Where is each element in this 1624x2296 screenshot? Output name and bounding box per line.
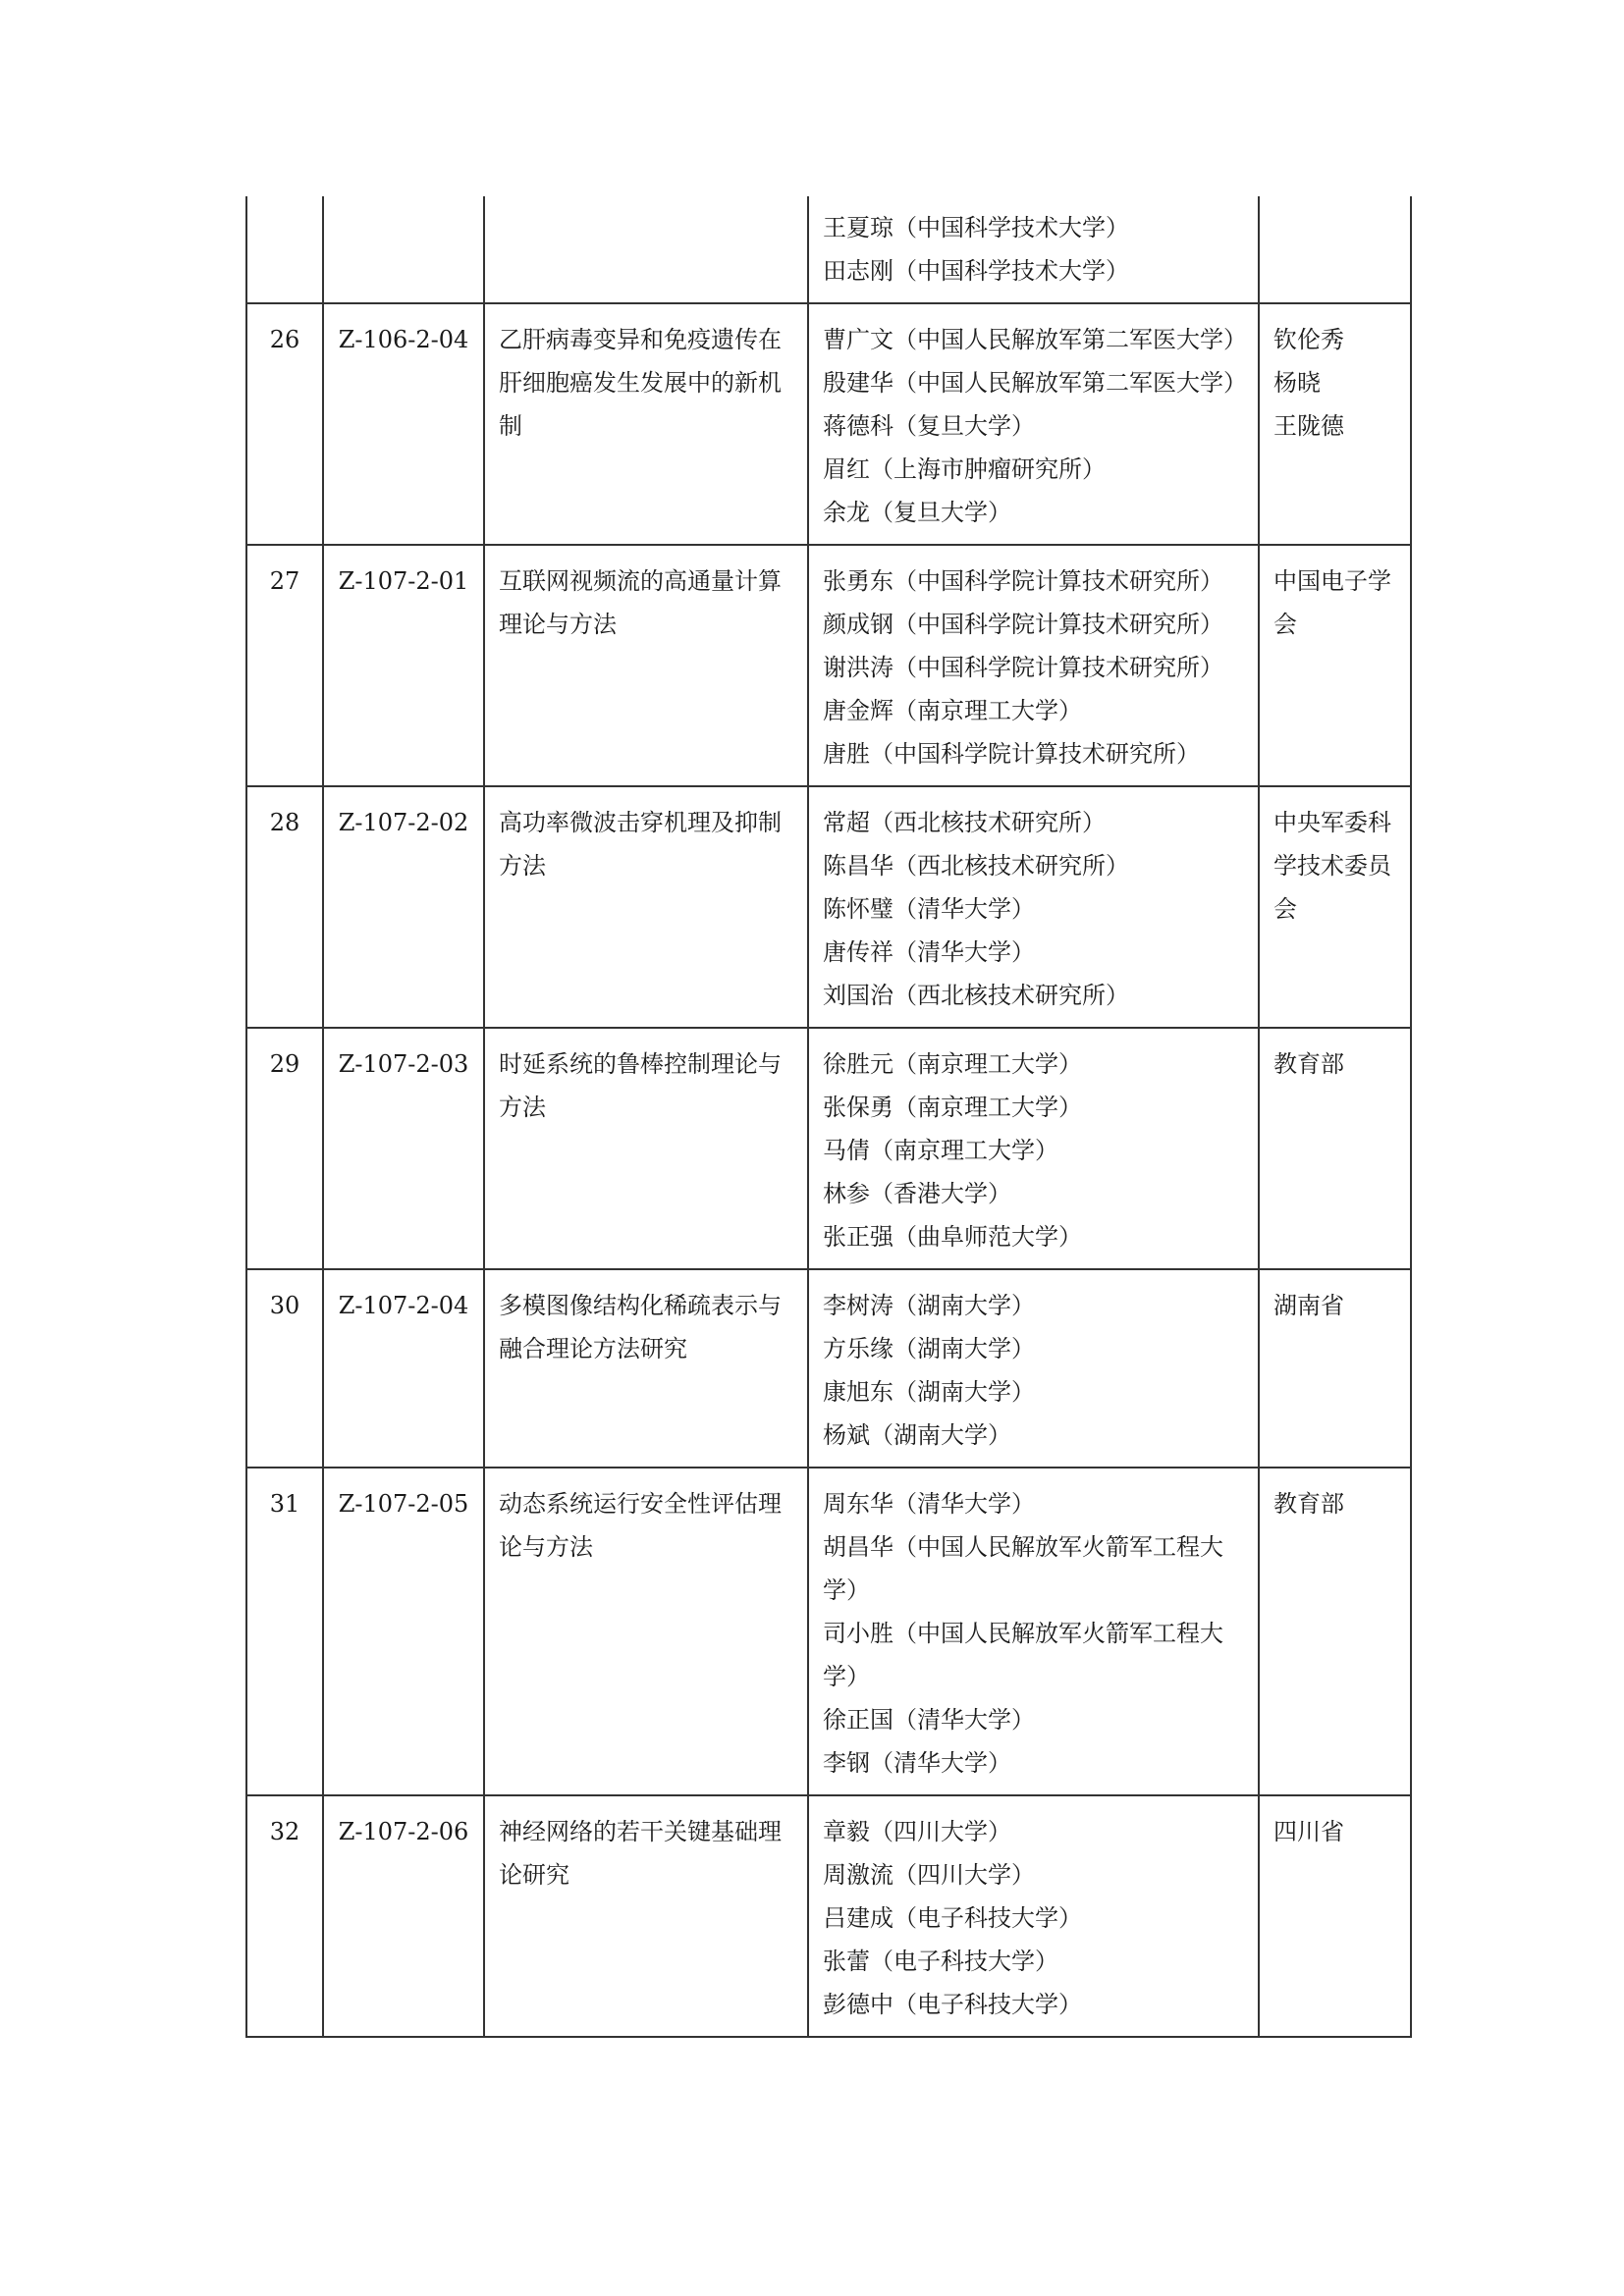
author-line: 林参（香港大学） [823, 1180, 1011, 1207]
table-row [246, 786, 1411, 1028]
cell-no: 31 [246, 1468, 323, 1795]
cell-authors [808, 1269, 1259, 1468]
author-line: 方乐缘（湖南大学） [823, 1335, 1035, 1362]
cell-nominator [1259, 1468, 1411, 1795]
author-line: 刘国治（西北核技术研究所） [823, 982, 1129, 1009]
table-row-continuation [246, 196, 1411, 303]
author-line: 张蕾（电子科技大学） [823, 1948, 1058, 1975]
author-line: 章毅（四川大学） [823, 1818, 1011, 1845]
cell-title [484, 545, 808, 786]
author-line: 周东华（清华大学） [823, 1490, 1035, 1518]
author-line: 马倩（南京理工大学） [823, 1137, 1058, 1164]
cell-title [484, 786, 808, 1028]
author-line: 余龙（复旦大学） [823, 499, 1011, 526]
author-line: 李树涛（湖南大学） [823, 1292, 1035, 1319]
author-line: 杨斌（湖南大学） [823, 1421, 1011, 1449]
cell-no [246, 196, 323, 303]
author-line: 殷建华（中国人民解放军第二军医大学） [823, 369, 1247, 397]
cell-code: Z-107-2-05 [323, 1468, 484, 1795]
cell-nominator [1259, 545, 1411, 786]
cell-title [484, 1468, 808, 1795]
cell-code: Z-107-2-03 [323, 1028, 484, 1269]
nominator-line: 中央军委科学技术委员会 [1273, 809, 1391, 923]
nominator-line: 教育部 [1273, 1050, 1344, 1078]
cell-authors [808, 196, 1259, 303]
cell-title [484, 1269, 808, 1468]
nominator-line: 杨晓 [1273, 369, 1321, 397]
cell-authors [808, 1468, 1259, 1795]
project-title: 多模图像结构化稀疏表示与融合理论方法研究 [499, 1292, 782, 1362]
author-line: 张保勇（南京理工大学） [823, 1094, 1082, 1121]
author-line: 司小胜（中国人民解放军火箭军工程大学） [823, 1620, 1223, 1690]
author-line: 周激流（四川大学） [823, 1861, 1035, 1889]
nominator-line: 教育部 [1273, 1490, 1344, 1518]
cell-no: 26 [246, 303, 323, 545]
table-body [246, 196, 1411, 2037]
nominator-line: 四川省 [1273, 1818, 1344, 1845]
cell-authors [808, 1028, 1259, 1269]
author-line: 唐金辉（南京理工大学） [823, 697, 1082, 724]
cell-no: 27 [246, 545, 323, 786]
cell-code: Z-107-2-06 [323, 1795, 484, 2037]
cell-code [323, 196, 484, 303]
author-line: 颜成钢（中国科学院计算技术研究所） [823, 611, 1223, 638]
author-line: 唐胜（中国科学院计算技术研究所） [823, 740, 1200, 768]
cell-no: 30 [246, 1269, 323, 1468]
author-line: 蒋德科（复旦大学） [823, 412, 1035, 440]
cell-title [484, 196, 808, 303]
author-line: 常超（西北核技术研究所） [823, 809, 1106, 836]
cell-no: 29 [246, 1028, 323, 1269]
nominator-line: 湖南省 [1273, 1292, 1344, 1319]
cell-authors [808, 1795, 1259, 2037]
cell-authors [808, 786, 1259, 1028]
cell-title [484, 1028, 808, 1269]
table-row [246, 1269, 1411, 1468]
table-row [246, 303, 1411, 545]
author-line: 唐传祥（清华大学） [823, 938, 1035, 966]
cell-nominator [1259, 786, 1411, 1028]
cell-title [484, 303, 808, 545]
nominator-line: 钦伦秀 [1273, 326, 1344, 353]
author-line: 徐胜元（南京理工大学） [823, 1050, 1082, 1078]
author-line: 田志刚（中国科学技术大学） [823, 257, 1129, 285]
cell-code: Z-107-2-02 [323, 786, 484, 1028]
cell-authors [808, 303, 1259, 545]
author-line: 康旭东（湖南大学） [823, 1378, 1035, 1406]
author-line: 李钢（清华大学） [823, 1749, 1011, 1777]
cell-authors [808, 545, 1259, 786]
author-line: 眉红（上海市肿瘤研究所） [823, 455, 1106, 483]
author-line: 彭德中（电子科技大学） [823, 1991, 1082, 2018]
award-table [245, 196, 1412, 2038]
cell-nominator [1259, 1795, 1411, 2037]
author-line: 张勇东（中国科学院计算技术研究所） [823, 567, 1223, 595]
table-row [246, 1028, 1411, 1269]
cell-nominator [1259, 1028, 1411, 1269]
author-line: 陈昌华（西北核技术研究所） [823, 852, 1129, 880]
project-title: 互联网视频流的高通量计算理论与方法 [499, 567, 782, 638]
cell-code: Z-106-2-04 [323, 303, 484, 545]
cell-nominator [1259, 303, 1411, 545]
table-row [246, 545, 1411, 786]
nominator-line: 王陇德 [1273, 412, 1344, 440]
nominator-line: 中国电子学会 [1273, 567, 1391, 638]
project-title: 乙肝病毒变异和免疫遗传在肝细胞癌发生发展中的新机制 [499, 326, 782, 440]
author-line: 胡昌华（中国人民解放军火箭军工程大学） [823, 1533, 1223, 1604]
table-row [246, 1468, 1411, 1795]
author-line: 曹广文（中国人民解放军第二军医大学） [823, 326, 1247, 353]
project-title: 时延系统的鲁棒控制理论与方法 [499, 1050, 782, 1121]
cell-code: Z-107-2-01 [323, 545, 484, 786]
project-title: 动态系统运行安全性评估理论与方法 [499, 1490, 782, 1561]
author-line: 张正强（曲阜师范大学） [823, 1223, 1082, 1251]
project-title: 神经网络的若干关键基础理论研究 [499, 1818, 782, 1889]
cell-no: 32 [246, 1795, 323, 2037]
cell-code: Z-107-2-04 [323, 1269, 484, 1468]
author-line: 吕建成（电子科技大学） [823, 1904, 1082, 1932]
author-line: 陈怀璧（清华大学） [823, 895, 1035, 923]
table-row [246, 1795, 1411, 2037]
author-line: 徐正国（清华大学） [823, 1706, 1035, 1734]
cell-nominator [1259, 196, 1411, 303]
cell-nominator [1259, 1269, 1411, 1468]
author-line: 王夏琼（中国科学技术大学） [823, 214, 1129, 241]
cell-no: 28 [246, 786, 323, 1028]
project-title: 高功率微波击穿机理及抑制方法 [499, 809, 782, 880]
cell-title [484, 1795, 808, 2037]
author-line: 谢洪涛（中国科学院计算技术研究所） [823, 654, 1223, 681]
